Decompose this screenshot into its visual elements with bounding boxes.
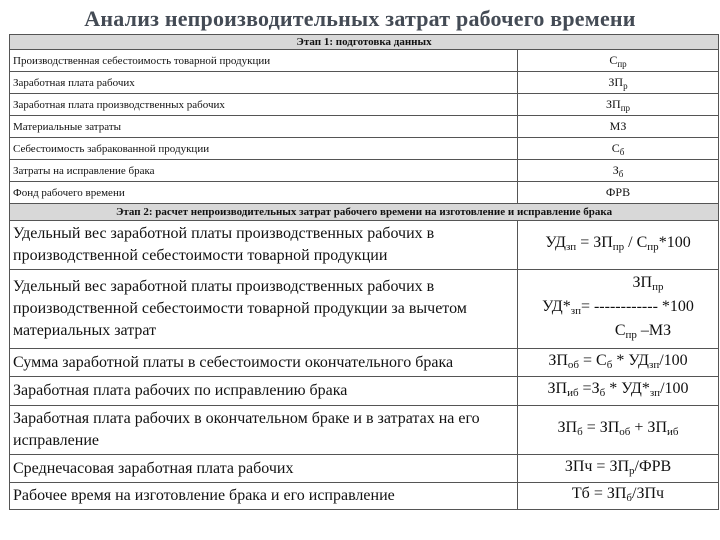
table-row <box>10 406 719 455</box>
row-label: Удельный вес заработной платы производственных рабочих в производственной себестоимости товарной продукции за вычетом материальных затрат <box>10 270 518 349</box>
row-label: Заработная плата рабочих по исправлению брака <box>10 377 518 406</box>
fraction-denominator: $С_{пр}$ –МЗ <box>614 322 672 341</box>
table-row <box>10 349 719 377</box>
row-label: Сумма заработной платы в себестоимости окончательного брака <box>10 349 518 377</box>
row-label: Удельный вес заработной платы производственных рабочих в производственной себестоимости товарной продукции <box>10 221 518 270</box>
row-formula: $ЗП_{иб} =З_б * УД*_{зп}/100$ <box>518 377 719 406</box>
row-formula: $ЗП_б = ЗП_{об} + ЗП_{иб}$ <box>518 406 719 455</box>
fraction-numerator: $ЗП_{пр}$ <box>632 274 664 293</box>
table-row <box>10 483 719 510</box>
row-symbol: $З_б$ <box>518 160 719 182</box>
page-title: Анализ непроизводительных затрат рабочего времени <box>84 6 636 31</box>
row-label: Заработная плата производственных рабочих <box>10 94 518 116</box>
stage-2-label: Этап 2: расчет непроизводительных затрат рабочего времени на изготовление и исправление брака <box>10 204 719 221</box>
row-label: Рабочее время на изготовление брака и его исправление <box>10 483 518 510</box>
row-label: Среднечасовая заработная плата рабочих <box>10 455 518 483</box>
row-symbol: $С_{пр}$ <box>518 50 719 72</box>
stage-2-header <box>10 204 719 221</box>
table-row <box>10 182 719 204</box>
row-label: Заработная плата рабочих в окончательном браке и в затратах на его исправление <box>10 406 518 455</box>
row-symbol: $ЗП_{пр}$ <box>518 94 719 116</box>
fraction-formula <box>542 273 694 345</box>
table-row <box>10 50 719 72</box>
table-row <box>10 72 719 94</box>
row-formula <box>518 270 719 349</box>
row-label: Производственная себестоимость товарной продукции <box>10 50 518 72</box>
row-label: Материальные затраты <box>10 116 518 138</box>
row-label: Себестоимость забракованной продукции <box>10 138 518 160</box>
row-label: Заработная плата рабочих <box>10 72 518 94</box>
stage-1-label: Этап 1: подготовка данных <box>10 35 719 50</box>
row-symbol: ФРВ <box>518 182 719 204</box>
table-row <box>10 160 719 182</box>
row-label: Фонд рабочего времени <box>10 182 518 204</box>
table-row <box>10 116 719 138</box>
table-row <box>10 377 719 406</box>
table-row <box>10 270 719 349</box>
row-formula: Тб = $ЗП_б$/ЗПч <box>518 483 719 510</box>
table-row <box>10 221 719 270</box>
row-formula: $ЗП_{об} = С_б * УД_{зп}/100$ <box>518 349 719 377</box>
row-symbol: МЗ <box>518 116 719 138</box>
stage-1-header <box>10 35 719 50</box>
row-formula: $УД_{зп} = ЗП_{пр} / С_{пр}*100$ <box>518 221 719 270</box>
row-symbol: $С_б$ <box>518 138 719 160</box>
row-formula: ЗПч = $ЗП_р$/ФРВ <box>518 455 719 483</box>
table-row <box>10 138 719 160</box>
table-row <box>10 94 719 116</box>
analysis-table <box>9 34 719 510</box>
fraction-bar: $УД*_{зп}=$ ------------ *100 <box>542 298 694 317</box>
row-symbol: $ЗП_р$ <box>518 72 719 94</box>
row-label: Затраты на исправление брака <box>10 160 518 182</box>
table-row <box>10 455 719 483</box>
